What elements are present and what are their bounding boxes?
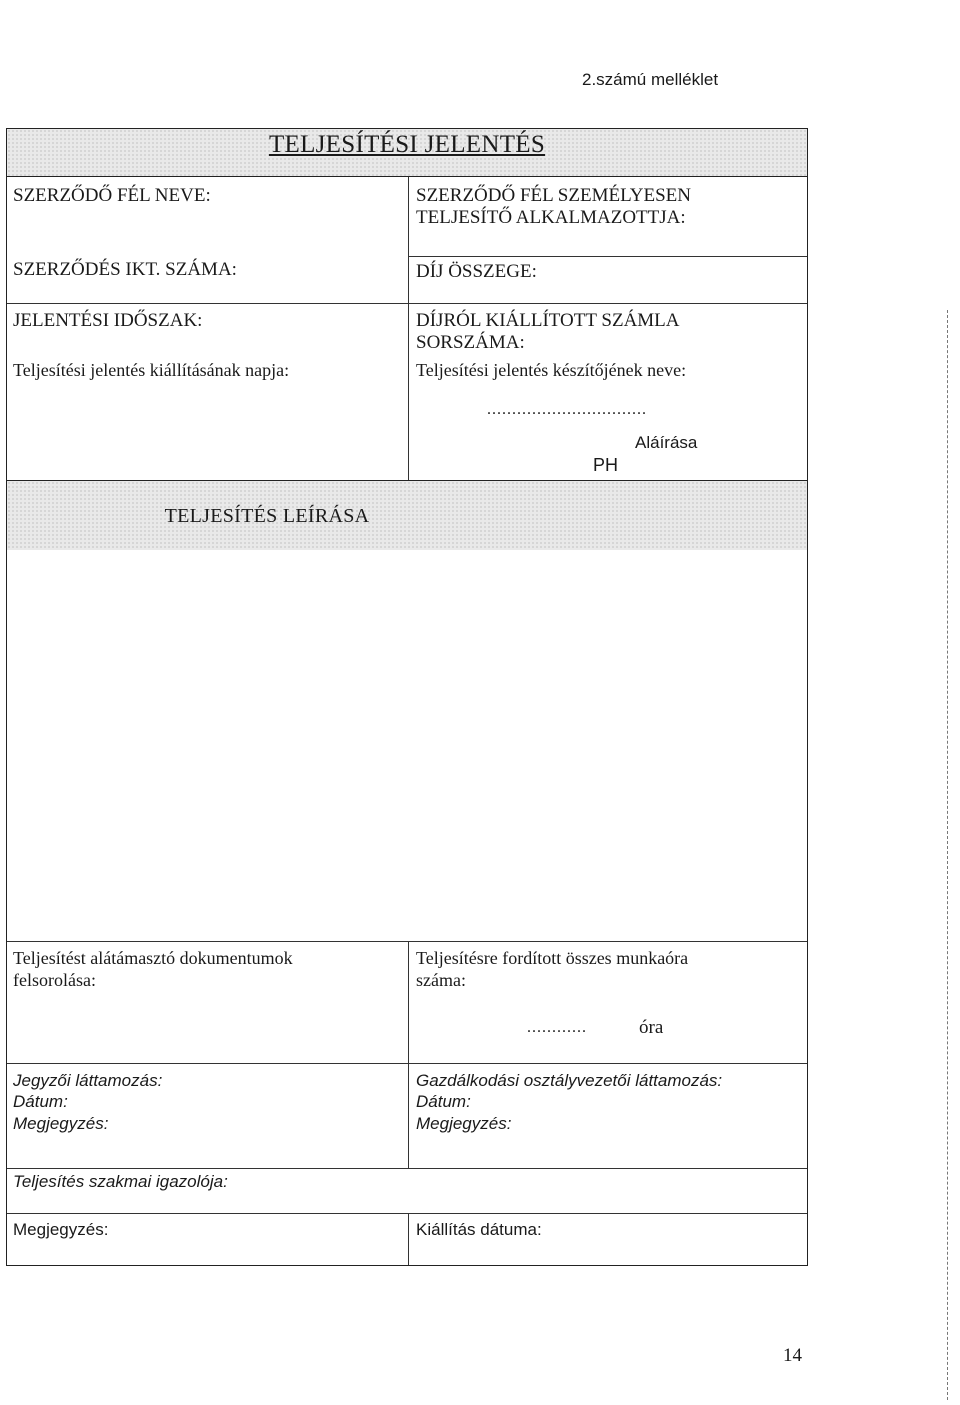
description-band — [7, 480, 807, 550]
signature-label: Aláírása — [635, 433, 698, 452]
scan-edge-line — [947, 310, 948, 1400]
invoice-label-line2: SORSZÁMA: — [416, 332, 525, 353]
preparer-name-label: Teljesítési jelentés készítőjének neve: — [416, 360, 687, 380]
signature-dots: ................................ — [487, 401, 647, 418]
bottom-issue-date-label: Kiállítás dátuma: — [416, 1220, 542, 1239]
issue-date-label: Teljesítési jelentés kiállításának napja: — [13, 360, 290, 380]
finance-approval-date: Dátum: — [416, 1092, 471, 1111]
description-title: TELJESÍTÉS LEÍRÁSA — [164, 505, 370, 527]
employee-label-line2: TELJESÍTŐ ALKALMAZOTTJA: — [416, 207, 686, 228]
invoice-label-line1: DÍJRÓL KIÁLLÍTOTT SZÁMLA — [416, 310, 680, 331]
header-divider — [408, 177, 409, 480]
reporting-period-label: JELENTÉSI IDŐSZAK: — [13, 310, 203, 331]
party-name-label: SZERZŐDŐ FÉL NEVE: — [13, 185, 211, 206]
performance-report-form — [6, 128, 808, 1266]
documents-label-line2: felsorolása: — [13, 970, 96, 990]
hours-dots: ............ — [527, 1019, 587, 1036]
certifier-label: Teljesítés szakmai igazolója: — [13, 1172, 228, 1191]
row-line-approvals — [7, 1063, 807, 1064]
fee-amount-label: DÍJ ÖSSZEGE: — [416, 261, 537, 282]
documents-label-line1: Teljesítést alátámasztó dokumentumok — [13, 948, 293, 968]
page-number: 14 — [783, 1345, 802, 1366]
notary-approval-note: Megjegyzés: — [13, 1114, 109, 1133]
stamp-label: PH — [593, 455, 619, 475]
row-line-certifier — [7, 1168, 807, 1169]
title-band — [7, 129, 807, 177]
hours-unit: óra — [639, 1017, 664, 1038]
row-line-2 — [7, 303, 807, 304]
row-line-right-1 — [408, 256, 807, 257]
row-line-bottom — [7, 1213, 807, 1214]
annex-label: 2.számú melléklet — [582, 70, 719, 89]
bottom-divider — [408, 1213, 409, 1265]
notary-approval-title: Jegyzői láttamozás: — [13, 1071, 163, 1090]
bottom-note-label: Megjegyzés: — [13, 1220, 109, 1239]
row-line-docs — [7, 941, 807, 942]
notary-approval-date: Dátum: — [13, 1092, 68, 1111]
hours-label-line1: Teljesítésre fordított összes munkaóra — [416, 948, 689, 968]
form-title: TELJESÍTÉSI JELENTÉS — [268, 131, 546, 158]
employee-label-line1: SZERZŐDŐ FÉL SZEMÉLYESEN — [416, 185, 691, 206]
finance-approval-note: Megjegyzés: — [416, 1114, 512, 1133]
contract-number-label: SZERZŐDÉS IKT. SZÁMA: — [13, 259, 237, 280]
hours-label-line2: száma: — [416, 970, 466, 990]
finance-approval-title: Gazdálkodási osztályvezetői láttamozás: — [416, 1071, 723, 1090]
docs-divider — [408, 941, 409, 1168]
